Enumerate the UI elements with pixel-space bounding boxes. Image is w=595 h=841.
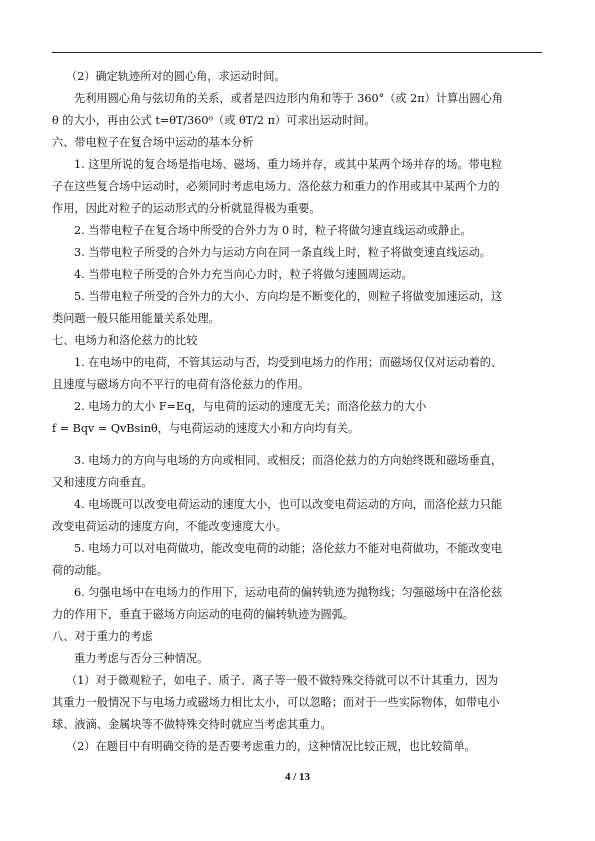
- header-rule: [52, 52, 542, 53]
- paragraph-line: （1）对于微观粒子，如电子、质子、离子等一般不做特殊交待就可以不计其重力，因为: [66, 674, 499, 687]
- paragraph-line: 5. 电场力可以对电荷做功，能改变电荷的动能；洛伦兹力不能对电荷做功，不能改变电: [74, 542, 503, 555]
- section-heading: 八、对于重力的考虑: [52, 630, 153, 643]
- paragraph-line: 6. 匀强电场中在电场力的作用下，运动电荷的偏转轨迹为抛物线；匀强磁场中在洛伦兹: [74, 586, 503, 599]
- paragraph-line: 3. 当带电粒子所受的合外力与运动方向在同一条直线上时，粒子将做变速直线运动。: [74, 246, 491, 259]
- paragraph-line: 又和速度方向垂直。: [52, 476, 153, 489]
- paragraph-line: 作用，因此对粒子的运动形式的分析就显得极为重要。: [52, 202, 321, 215]
- paragraph-line: θ 的大小，再由公式 t=θT/360⁰（或 θT/2 π）可求出运动时间。: [52, 114, 376, 127]
- formula-line: f = Bqv = QvBsinθ，与电荷运动的速度大小和方向均有关。: [52, 422, 360, 435]
- paragraph-line: 子在这些复合场中运动时，必须同时考虑电场力、洛伦兹力和重力的作用或其中某两个力的: [52, 180, 500, 193]
- paragraph-line: 类问题一般只能用能量关系处理。: [52, 312, 220, 325]
- paragraph-line: 荷的动能。: [52, 564, 108, 577]
- document-body: [52, 66, 542, 758]
- paragraph-line: 4. 当带电粒子所受的合外力充当向心力时，粒子将做匀速圆周运动。: [74, 268, 413, 281]
- paragraph-line: 力的作用下，垂直于磁场方向运动的电荷的偏转轨迹为圆弧。: [52, 608, 355, 621]
- paragraph-line: 先利用圆心角与弦切角的关系，或者是四边形内角和等于 360°（或 2π）计算出圆心角: [74, 92, 503, 105]
- section-heading: 六、带电粒子在复合场中运动的基本分析: [52, 136, 254, 149]
- paragraph-line: 2. 电场力的大小 F=Eq，与电荷的运动的速度无关；而洛伦兹力的大小: [74, 400, 427, 413]
- paragraph-line: 球、液滴、金属块等不做特殊交待时就应当考虑其重力。: [52, 718, 332, 731]
- paragraph-line: 改变电荷运动的速度方向，不能改变速度大小。: [52, 520, 287, 533]
- paragraph-line: 重力考虑与否分三种情况。: [74, 652, 209, 665]
- paragraph-line: 1. 这里所说的复合场是指电场、磁场、重力场并存，或其中某两个场并存的场。带电粒: [74, 158, 503, 171]
- paragraph-line: （2）在题目中有明确交待的是否要考虑重力的，这种情况比较正规，也比较简单。: [66, 740, 476, 753]
- paragraph-line: 5. 当带电粒子所受的合外力的大小、方向均是不断变化的，则粒子将做变加速运动，这: [74, 290, 503, 303]
- section-heading: 七、电场力和洛伦兹力的比较: [52, 334, 198, 347]
- paragraph-line: 4. 电场既可以改变电荷运动的速度大小，也可以改变电荷运动的方向，而洛伦兹力只能: [74, 498, 503, 511]
- paragraph-line: （2）确定轨迹所对的圆心角，求运动时间。: [66, 70, 286, 83]
- paragraph-line: 1. 在电场中的电荷，不管其运动与否，均受到电场力的作用；而磁场仅仅对运动着的、: [74, 356, 503, 369]
- paragraph-line: 2. 当带电粒子在复合场中所受的合外力为 0 时，粒子将做匀速直线运动或静止。: [74, 224, 472, 237]
- paragraph-line: 3. 电场力的方向与电场的方向或相同、或相反；而洛伦兹力的方向始终既和磁场垂直，: [74, 454, 503, 467]
- paragraph-line: 其重力一般情况下与电场力或磁场力相比太小，可以忽略；而对于一些实际物体，如带电小: [52, 696, 500, 709]
- paragraph-line: 且速度与磁场方向不平行的电荷有洛伦兹力的作用。: [52, 378, 310, 391]
- page-number: 4 / 13: [284, 771, 311, 783]
